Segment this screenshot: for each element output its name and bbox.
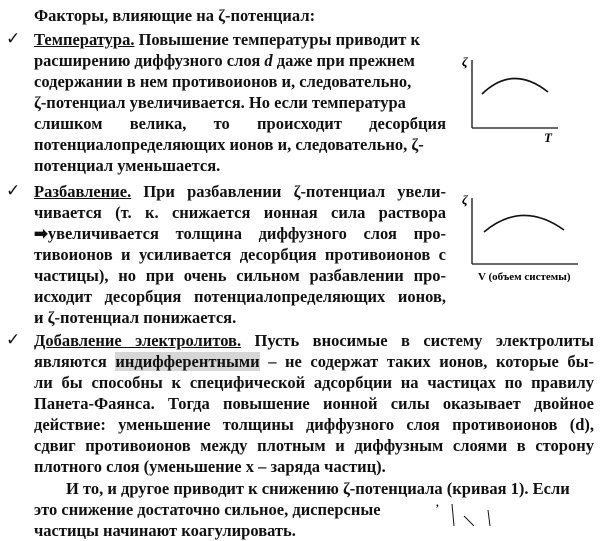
check-icon: ✓ <box>6 330 21 350</box>
section3-line3: ли бы способны к специфической адсорбции на частицах по правилу <box>34 373 594 392</box>
section3-line7: плотного слоя (уменьшение x – заряда частиц). <box>34 457 386 476</box>
partial-figure <box>428 492 604 526</box>
section1-d-symbol: d <box>264 51 273 70</box>
closing-line1: И то, и другое приводит к снижению ζ-потенциала (кривая 1). Если <box>66 479 570 498</box>
check-icon: ✓ <box>6 181 21 201</box>
section1-line7: потенциал уменьшается. <box>34 156 221 175</box>
closing-line2: это снижение достаточно сильное, дисперсные <box>34 500 381 519</box>
section2-line2: чивается (т. к. снижается ионная сила раствора <box>34 203 446 222</box>
section2-line7: и ζ-потенциал понижается. <box>34 308 237 327</box>
section1-line2-a: расширению диффузного слоя <box>34 51 261 70</box>
section1-line3: содержании в нем противоионов и, следовательно, <box>34 72 412 91</box>
section3-line5: действие: уменьшение толщины диффузного слоя противоионов (d), <box>34 415 594 434</box>
section3-line2-b: – не содержат таких ионов, которые бы- <box>268 352 594 371</box>
page-title: Факторы, влияющие на ζ-потенциал: <box>34 6 316 25</box>
closing-line3: частицы начинают коагулировать. <box>34 521 296 540</box>
svg-text:,: , <box>436 497 439 509</box>
section2-line1-text: При разбавлении ζ-потенциал увели- <box>143 182 447 201</box>
graph1-y-label: ζ <box>462 54 468 69</box>
section3-line6: сдвиг противоионов между плотным и диффузным слоями в сторону <box>34 436 594 455</box>
section1-heading: Температура. <box>34 30 135 49</box>
section3-heading: Добавление электролитов. <box>34 331 242 350</box>
graph-dilution <box>460 190 600 290</box>
section3-line1-text: Пусть вносимые в систему электролиты <box>254 331 595 350</box>
section3-line1 <box>34 331 594 351</box>
section1-line2-b: даже при прежнем <box>276 51 415 70</box>
section3-line2-a: являются <box>34 352 107 371</box>
section2-line3: ➡увеличивается толщина диффузного слоя про- <box>34 224 446 243</box>
section1-line1 <box>34 30 420 50</box>
section2-line6: исходит десорбция потенциалопределяющих ионов, <box>34 287 446 306</box>
section1-line2 <box>34 51 415 71</box>
section3-line4: Панета-Фаянса. Тогда повышение ионной силы оказывает двойное <box>34 394 594 413</box>
section2-line4: тивоионов и усиливается десорбция противоионов с <box>34 245 446 264</box>
section3-line2 <box>34 352 594 372</box>
section2-heading: Разбавление. <box>34 182 132 201</box>
section1-line4: ζ-потенциал увеличивается. Но если температура <box>34 93 406 112</box>
section1-line1-text: Повышение температуры приводит к <box>138 30 420 49</box>
graph2-x-label: V (объем системы) <box>478 271 571 283</box>
graph1-x-label: T <box>544 130 552 145</box>
check-icon: ✓ <box>6 29 21 49</box>
highlighted-term: индифферентными <box>115 352 260 371</box>
section2-line1 <box>34 182 446 202</box>
graph2-y-label: ζ <box>462 192 468 207</box>
section1-line5: слишком велика, то происходит десорбция <box>34 114 446 133</box>
section1-line6: потенциалопределяющих ионов и, следовательно, ζ- <box>34 135 424 154</box>
graph-temperature <box>458 50 568 145</box>
section2-line5: частицы), но при очень сильном разбавлении про- <box>34 266 446 285</box>
